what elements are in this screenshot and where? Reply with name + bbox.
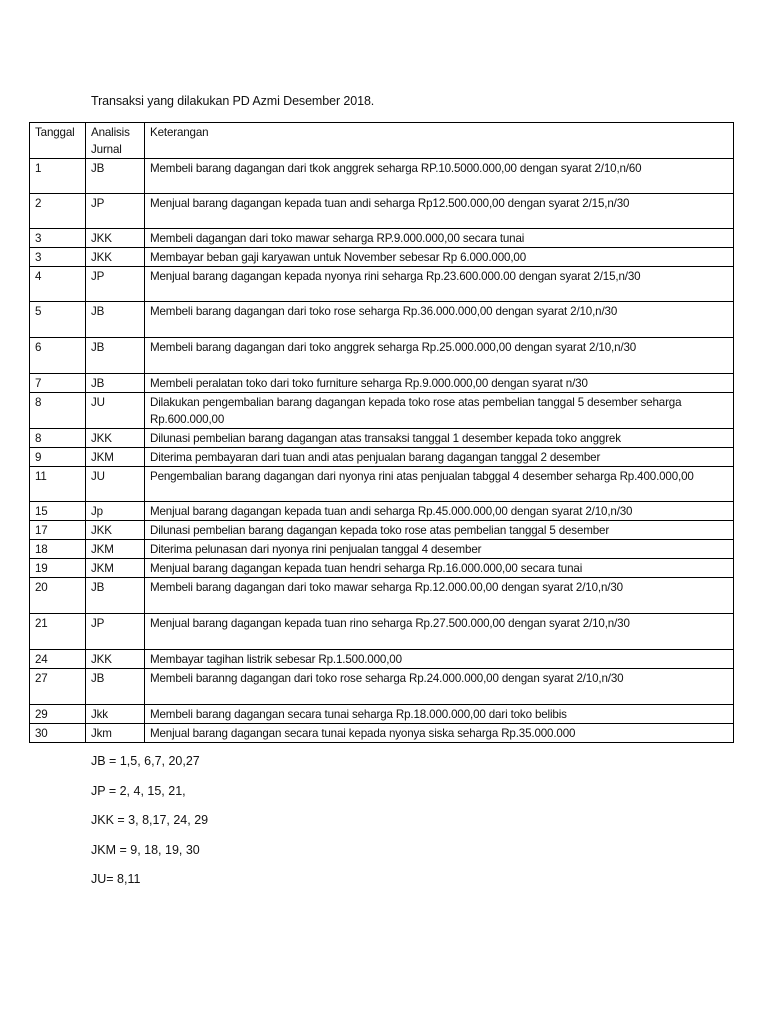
table-row — [30, 467, 734, 502]
summary-line-jkk: JKK = 3, 8,17, 24, 29 — [91, 813, 209, 827]
transactions-table — [29, 122, 734, 743]
cell-date: 27 — [30, 669, 86, 705]
cell-journal: JB — [86, 374, 145, 393]
cell-description: Pengembalian barang dagangan dari nyonya rini atas penjualan tabggal 4 desember seharga Rp.400.000,00 — [145, 467, 734, 502]
cell-description: Membeli barang dagangan dari toko anggrek seharga Rp.25.000.000,00 dengan syarat 2/10,n/30 — [145, 338, 734, 374]
document-title: Transaksi yang dilakukan PD Azmi Desember 2018. — [91, 94, 375, 108]
cell-date: 7 — [30, 374, 86, 393]
cell-journal: JB — [86, 578, 145, 614]
cell-date: 9 — [30, 448, 86, 467]
summary-line-jkm: JKM = 9, 18, 19, 30 — [91, 842, 200, 857]
cell-date: 6 — [30, 338, 86, 374]
cell-journal: JP — [86, 614, 145, 650]
table-row — [30, 724, 734, 743]
cell-journal: JP — [86, 194, 145, 229]
cell-journal: JB — [86, 669, 145, 705]
table-row — [30, 429, 734, 448]
header-date: Tanggal — [30, 123, 86, 159]
table-row — [30, 578, 734, 614]
cell-description: Membeli barang dagangan dari toko rose seharga Rp.36.000.000,00 dengan syarat 2/10,n/30 — [145, 302, 734, 338]
cell-journal: JB — [86, 302, 145, 338]
summary-line-jp: JP = 2, 4, 15, 21, — [91, 783, 186, 798]
summary-line-jb: JB = 1,5, 6,7, 20,27 — [91, 754, 200, 768]
cell-journal: Jkk — [86, 705, 145, 724]
table-row — [30, 302, 734, 338]
cell-journal: Jp — [86, 502, 145, 521]
table-row — [30, 267, 734, 302]
cell-description: Menjual barang dagangan kepada tuan rino seharga Rp.27.500.000,00 dengan syarat 2/10,n/30 — [145, 614, 734, 650]
cell-description: Membeli barang dagangan dari tkok anggrek seharga RP.10.5000.000,00 dengan syarat 2/10,n/60 — [145, 159, 734, 194]
cell-date: 3 — [30, 229, 86, 248]
table-row — [30, 194, 734, 229]
cell-journal: JKM — [86, 559, 145, 578]
cell-description: Menjual barang dagangan kepada tuan andi seharga Rp.45.000.000,00 dengan syarat 2/10,n/30 — [145, 502, 734, 521]
cell-description: Dilunasi pembelian barang dagangan kepada toko rose atas pembelian tanggal 5 desember — [145, 521, 734, 540]
table-row — [30, 521, 734, 540]
cell-journal: JKK — [86, 521, 145, 540]
cell-journal: JP — [86, 267, 145, 302]
journal-summary — [91, 752, 208, 900]
summary-line-ju: JU= 8,11 — [91, 872, 141, 886]
table-header-row — [30, 123, 734, 159]
cell-description: Membeli dagangan dari toko mawar seharga RP.9.000.000,00 secara tunai — [145, 229, 734, 248]
cell-date: 1 — [30, 159, 86, 194]
cell-description: Dilunasi pembelian barang dagangan atas transaksi tanggal 1 desember kepada toko anggrek — [145, 429, 734, 448]
cell-description: Membeli barang dagangan dari toko mawar seharga Rp.12.000.00,00 dengan syarat 2/10,n/30 — [145, 578, 734, 614]
table-row — [30, 248, 734, 267]
header-journal: Analisis Jurnal — [86, 123, 145, 159]
cell-description: Membayar beban gaji karyawan untuk November sebesar Rp 6.000.000,00 — [145, 248, 734, 267]
table-row — [30, 393, 734, 429]
cell-date: 18 — [30, 540, 86, 559]
table-row — [30, 614, 734, 650]
table-row — [30, 374, 734, 393]
cell-date: 3 — [30, 248, 86, 267]
cell-description: Menjual barang dagangan secara tunai kepada nyonya siska seharga Rp.35.000.000 — [145, 724, 734, 743]
cell-description: Menjual barang dagangan kepada tuan andi seharga Rp12.500.000,00 dengan syarat 2/15,n/30 — [145, 194, 734, 229]
cell-journal: JU — [86, 393, 145, 429]
table-row — [30, 650, 734, 669]
table-row — [30, 705, 734, 724]
cell-date: 2 — [30, 194, 86, 229]
table-row — [30, 338, 734, 374]
cell-journal: JKM — [86, 448, 145, 467]
table-row — [30, 159, 734, 194]
cell-journal: JKK — [86, 248, 145, 267]
cell-journal: JU — [86, 467, 145, 502]
cell-date: 30 — [30, 724, 86, 743]
cell-journal: JKM — [86, 540, 145, 559]
cell-description: Dilakukan pengembalian barang dagangan kepada toko rose atas pembelian tanggal 5 desember seharga Rp.600.000,00 — [145, 393, 734, 429]
cell-journal: JB — [86, 338, 145, 374]
cell-date: 17 — [30, 521, 86, 540]
cell-journal: JKK — [86, 429, 145, 448]
cell-date: 19 — [30, 559, 86, 578]
table-row — [30, 502, 734, 521]
cell-date: 29 — [30, 705, 86, 724]
table-row — [30, 229, 734, 248]
cell-description: Diterima pembayaran dari tuan andi atas penjualan barang dagangan tanggal 2 desember — [145, 448, 734, 467]
cell-description: Membayar tagihan listrik sebesar Rp.1.500.000,00 — [145, 650, 734, 669]
cell-date: 4 — [30, 267, 86, 302]
cell-description: Membeli peralatan toko dari toko furniture seharga Rp.9.000.000,00 dengan syarat n/30 — [145, 374, 734, 393]
cell-date: 8 — [30, 429, 86, 448]
cell-date: 8 — [30, 393, 86, 429]
cell-description: Membeli baranng dagangan dari toko rose seharga Rp.24.000.000,00 dengan syarat 2/10,n/30 — [145, 669, 734, 705]
cell-journal: Jkm — [86, 724, 145, 743]
cell-journal: JKK — [86, 229, 145, 248]
cell-date: 5 — [30, 302, 86, 338]
cell-date: 20 — [30, 578, 86, 614]
cell-date: 21 — [30, 614, 86, 650]
cell-journal: JB — [86, 159, 145, 194]
cell-date: 11 — [30, 467, 86, 502]
cell-journal: JKK — [86, 650, 145, 669]
cell-date: 24 — [30, 650, 86, 669]
cell-description: Membeli barang dagangan secara tunai seharga Rp.18.000.000,00 dari toko belibis — [145, 705, 734, 724]
table-row — [30, 559, 734, 578]
table-row — [30, 540, 734, 559]
cell-date: 15 — [30, 502, 86, 521]
table-row — [30, 669, 734, 705]
table-row — [30, 448, 734, 467]
cell-description: Menjual barang dagangan kepada nyonya rini seharga Rp.23.600.000.00 dengan syarat 2/15,n/30 — [145, 267, 734, 302]
cell-description: Diterima pelunasan dari nyonya rini penjualan tanggal 4 desember — [145, 540, 734, 559]
cell-description: Menjual barang dagangan kepada tuan hendri seharga Rp.16.000.000,00 secara tunai — [145, 559, 734, 578]
header-description: Keterangan — [145, 123, 734, 159]
